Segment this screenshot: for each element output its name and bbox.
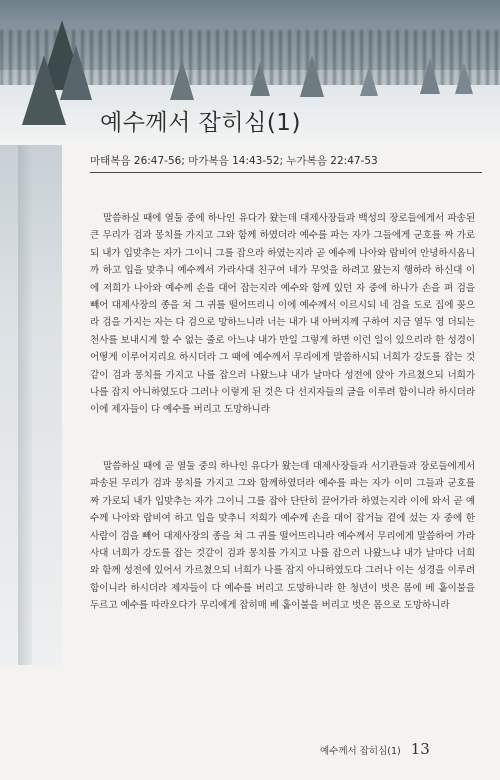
page-number: 13 (410, 740, 430, 758)
paragraph-text: 말씀하실 때에 곧 열둘 중의 하나인 유다가 왔는데 대제사장들과 서기관들과 장로들에게서 파송된 무리가 검과 몽치를 가지고 그와 함께하였더라 예수를 파는 자가 이미 그들과 군호를 짜 가로되 내가 입맞추는 자가 그이니 그를 잡아 단단히 끌어가라 하였는지라 이에 와서 곧 예수께 나아와 랍비여 하고 입을 맞추니 저희가 예수께 손을 대어 잡거늘 곁에 섰는 자 중에 한 사람이 검을 빼어 대제사장의 종을 쳐 그 귀를 떨어뜨리니라 예수께서 무리에게 말씀하여 가라사대 너희가 강도를 잡는 것같이 검과 몽치를 가지고 나를 잡으러 나왔느냐 내가 날마다 너희와 함께 성전에 있어서 가르쳤으되 너희가 나를 잡지 아니하였도다 그러나 이는 성경을 이루려 함이니라 하시더라 제자들이 다 예수를 버리고 도망하니라 한 청년이 벗은 몸에 베 홑이불을 두르고 예수를 따라오다가 무리에게 잡히매 베 홑이불을 버리고 벗은 몸으로 도망하니라 (90, 461, 475, 612)
tree-icon (250, 62, 270, 96)
tree-icon (170, 60, 194, 100)
divider (90, 172, 482, 173)
page-title: 예수께서 잡히심(1) (100, 110, 301, 136)
tree-icon (455, 62, 473, 94)
body-paragraph-2 (90, 458, 475, 615)
tree-icon (300, 55, 324, 97)
scripture-references: 마태복음 26:47-56; 마가복음 14:43-52; 누가복음 22:47-53 (90, 155, 378, 167)
decorative-sidebar (0, 145, 62, 665)
sidebar-stem (18, 145, 32, 665)
page-footer (320, 740, 430, 758)
running-head: 예수께서 잡히심(1) (320, 746, 401, 757)
tree-icon (60, 45, 92, 100)
tree-icon (360, 66, 378, 96)
tree-icon (420, 58, 440, 94)
paragraph-text: 말씀하실 때에 열둘 중에 하나인 유다가 왔는데 대제사장들과 백성의 장로들에게서 파송된 큰 무리가 검과 몽치를 가지고 그와 함께 하였더라 예수를 파는 자가 그들에게 군호를 짜 가로되 내가 입맞추는 자가 그이니 그를 잡으라 하였는지라 곧 예수께 나아와 랍비여 안녕하시옵니까 하고 입을 맞추니 예수께서 가라사대 친구여 네가 무엇을 하려고 왔는지 행하라 하신대 이에 저희가 나아와 예수께 손을 대어 잡는지라 예수와 함께 있던 자 중에 하나가 손을 펴 검을 빼어 대제사장의 종을 쳐 그 귀를 떨어뜨리니 이에 예수께서 이르시되 네 검을 도로 집에 꽂으라 검을 가지는 자는 다 검으로 망하느니라 너는 내가 내 아버지께 구하여 지금 열두 영 더되는 천사를 보내시게 할 수 없는 줄로 아느냐 내가 만일 그렇게 하면 이런 일이 있으리라 한 성경이 어떻게 이루어지리요 하시더라 그 때에 예수께서 무리에게 말씀하시되 너희가 강도를 잡는 것같이 검과 몽치를 가지고 나를 잡으러 나왔느냐 내가 날마다 성전에 앉아 가르쳤으되 너희가 나를 잡지 아니하였도다 그러나 이렇게 된 것은 다 선지자들의 글을 이루려 함이니라 하시더라 이에 제자들이 다 예수를 버리고 도망하니라 (90, 213, 475, 416)
body-paragraph-1 (90, 210, 475, 419)
